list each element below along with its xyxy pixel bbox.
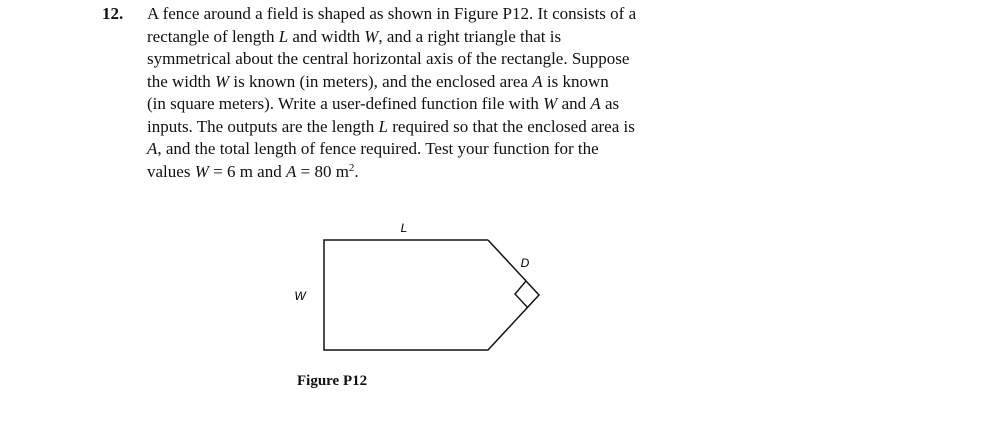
text-segment: = 80 m (296, 161, 349, 181)
problem-line (147, 26, 722, 49)
variable: W (194, 161, 209, 181)
problem-number: 12. (102, 4, 124, 23)
variable: L (378, 116, 388, 136)
text-segment: inputs. The outputs are the length (147, 116, 379, 136)
superscript: 2 (348, 161, 355, 174)
problem-line (147, 93, 722, 116)
variable: A (147, 139, 158, 158)
variable: L (278, 26, 289, 46)
variable: W (543, 94, 558, 113)
text-segment: symmetrical about the central horizontal axis of the rectangle. Suppose (147, 49, 630, 68)
text-segment: is known (in meters), and the enclosed area (229, 71, 533, 91)
text-segment: is known (542, 71, 609, 91)
figure-caption: Figure P12 (297, 373, 368, 389)
text-segment: required so that the enclosed area is (387, 116, 635, 136)
text-segment: = 6 m and (208, 161, 286, 181)
problem-line (147, 116, 722, 139)
variable: A (532, 71, 543, 91)
text-segment: as (600, 94, 620, 113)
variable: W (215, 71, 230, 91)
text-segment: rectangle of length (147, 26, 279, 46)
text-segment: . (354, 161, 359, 181)
text-segment: , and the total length of fence required. Test your function for the (157, 139, 599, 158)
problem-line (147, 138, 722, 161)
text-segment: the width (147, 71, 215, 91)
text-segment: , and a right triangle that is (378, 26, 562, 46)
text-segment: and (557, 94, 591, 113)
length-label: L (400, 221, 408, 235)
problem-line (147, 71, 722, 94)
hypotenuse-label: D (520, 256, 530, 270)
fence-outline (324, 240, 539, 350)
variable: W (364, 26, 379, 46)
problem-line (147, 3, 722, 26)
problem-statement (147, 3, 722, 183)
text-segment: and width (288, 26, 365, 46)
text-segment: values (147, 161, 195, 181)
problem-line (147, 161, 722, 184)
fence-diagram (280, 215, 560, 365)
width-label: W (294, 289, 306, 303)
right-angle-marker (515, 281, 528, 308)
variable: A (285, 161, 297, 181)
variable: A (590, 94, 601, 113)
text-segment: (in square meters). Write a user-defined function file with (147, 94, 544, 113)
text-segment: A fence around a field is shaped as shown in Figure P12. It consists of a (147, 4, 637, 23)
figure-p12 (280, 215, 560, 365)
problem-line (147, 48, 722, 71)
